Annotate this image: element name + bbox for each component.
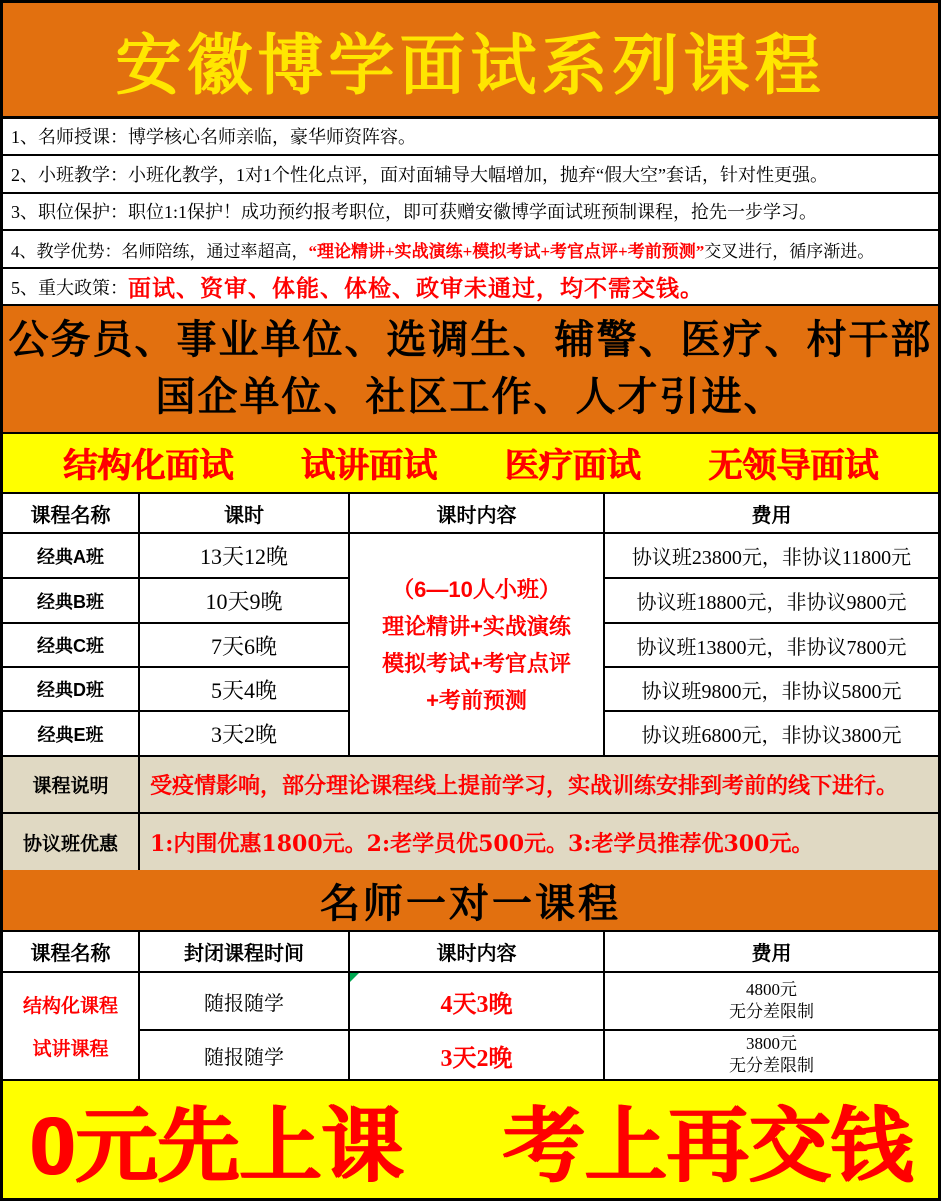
feature-3-text: 职位1:1保护！成功预约报考职位，即可获赠安徽博学面试班预制课程，抢先一步学习。 <box>128 202 817 223</box>
feature-4-label: 4、教学优势： <box>11 241 122 261</box>
course-b-name: 经典B班 <box>3 579 140 624</box>
table2-header-time: 封闭课程时间 <box>140 932 350 973</box>
course-a-hours: 13天12晚 <box>140 534 350 579</box>
one-on-one-course-names-cell <box>3 973 140 1081</box>
header-banner <box>3 3 938 119</box>
table2-header-content: 课时内容 <box>350 932 605 973</box>
one-on-one-banner <box>3 870 938 932</box>
feature-row-3 <box>3 194 938 232</box>
note-discount-label: 协议班优惠 <box>3 814 140 870</box>
one-on-one-title: 名师一对一课程 <box>320 881 621 926</box>
course-b-hours: 10天9晚 <box>140 579 350 624</box>
feature-5-highlight: 面试、资审、体能、体检、政审未通过，均不需交钱。 <box>128 275 704 303</box>
structured-hours-text: 4天3晚 <box>440 991 513 1018</box>
green-corner-marker-icon <box>350 973 359 982</box>
structured-fee <box>605 973 938 1031</box>
course-e-hours: 3天2晚 <box>140 712 350 757</box>
table2-header-name: 课程名称 <box>3 932 140 973</box>
table1-header-fee: 费用 <box>605 494 938 534</box>
course-a-name: 经典A班 <box>3 534 140 579</box>
note-course-label: 课程说明 <box>3 757 140 814</box>
course-b-fee: 协议班18800元，非协议9800元 <box>605 579 938 624</box>
feature-4-highlight: “理论精讲+实战演练+模拟考试+考官点评+考前预测” <box>308 241 705 261</box>
lecture-hours-text: 3天2晚 <box>440 1045 513 1072</box>
lecture-fee <box>605 1031 938 1081</box>
course-d-name: 经典D班 <box>3 668 140 712</box>
course-lecture-label: 试讲课程 <box>32 1039 109 1060</box>
table2-header-fee: 费用 <box>605 932 938 973</box>
content-line-4: +考前预测 <box>426 687 527 713</box>
page-title: 安徽博学面试系列课程 <box>115 25 826 104</box>
interview-type-medical: 医疗面试 <box>504 447 641 486</box>
course-e-name: 经典E班 <box>3 712 140 757</box>
course-c-hours: 7天6晚 <box>140 624 350 668</box>
feature-row-2 <box>3 156 938 194</box>
audience-line-1: 公务员、事业单位、选调生、辅警、医疗、村干部 <box>8 317 933 362</box>
structured-fee-amount: 4800元 <box>746 980 797 999</box>
table1-header-content: 课时内容 <box>350 494 605 534</box>
footer-banner <box>3 1081 938 1198</box>
content-line-2: 理论精讲+实战演练 <box>382 613 571 639</box>
note-discount-text: 1:内围优惠1800元。2:老学员优500元。3:老学员推荐优300元。 <box>140 814 938 870</box>
structured-time: 随报随学 <box>140 973 350 1031</box>
lecture-hours <box>350 1031 605 1081</box>
table1-header-hours: 课时 <box>140 494 350 534</box>
lecture-fee-amount: 3800元 <box>746 1034 797 1053</box>
course-a-fee: 协议班23800元，非协议11800元 <box>605 534 938 579</box>
course-d-fee: 协议班9800元，非协议5800元 <box>605 668 938 712</box>
course-e-fee: 协议班6800元，非协议3800元 <box>605 712 938 757</box>
course-d-hours: 5天4晚 <box>140 668 350 712</box>
footer-slogan-right: 考上再交钱 <box>501 1101 912 1192</box>
one-on-one-table <box>3 932 938 1081</box>
feature-row-1 <box>3 119 938 157</box>
feature-row-4 <box>3 231 938 269</box>
course-structured-label: 结构化课程 <box>22 996 118 1017</box>
course-content-merged-cell <box>350 534 605 757</box>
structured-fee-note: 无分差限制 <box>729 1002 814 1021</box>
lecture-time: 随报随学 <box>140 1031 350 1081</box>
content-line-1: （6—10人小班） <box>392 576 561 602</box>
note-course-text: 受疫情影响，部分理论课程线上提前学习，实战训练安排到考前的线下进行。 <box>140 757 938 814</box>
feature-1-text: 博学核心名师亲临，豪华师资阵容。 <box>128 127 416 148</box>
interview-type-lecture: 试讲面试 <box>300 447 437 486</box>
feature-2-text: 小班化教学，1对1个性化点评，面对面辅导大幅增加，抛弃“假大空”套话，针对性更强。 <box>128 164 828 185</box>
feature-1-label: 1、名师授课： <box>11 127 128 148</box>
feature-4-text-post: 交叉进行，循序渐进。 <box>704 241 875 261</box>
table1-header-name: 课程名称 <box>3 494 140 534</box>
interview-type-structured: 结构化面试 <box>63 447 233 486</box>
feature-4-text-pre: 名师陪练，通过率超高， <box>121 241 309 261</box>
audience-line-2: 国企单位、社区工作、人才引进、 <box>155 374 786 419</box>
interview-types-bar <box>3 434 938 495</box>
content-line-3: 模拟考试+考官点评 <box>382 650 571 676</box>
feature-row-5 <box>3 269 938 307</box>
structured-hours <box>350 973 605 1031</box>
audience-banner <box>3 306 938 433</box>
lecture-fee-note: 无分差限制 <box>729 1056 814 1075</box>
course-c-fee: 协议班13800元，非协议7800元 <box>605 624 938 668</box>
course-table <box>3 494 938 870</box>
course-c-name: 经典C班 <box>3 624 140 668</box>
feature-3-label: 3、职位保护： <box>11 202 128 223</box>
feature-2-label: 2、小班教学： <box>11 164 128 185</box>
interview-type-leaderless: 无领导面试 <box>707 447 878 486</box>
feature-list <box>3 119 938 307</box>
footer-slogan-left: 0元先上课 <box>29 1101 403 1192</box>
feature-5-label: 5、重大政策： <box>11 277 128 298</box>
